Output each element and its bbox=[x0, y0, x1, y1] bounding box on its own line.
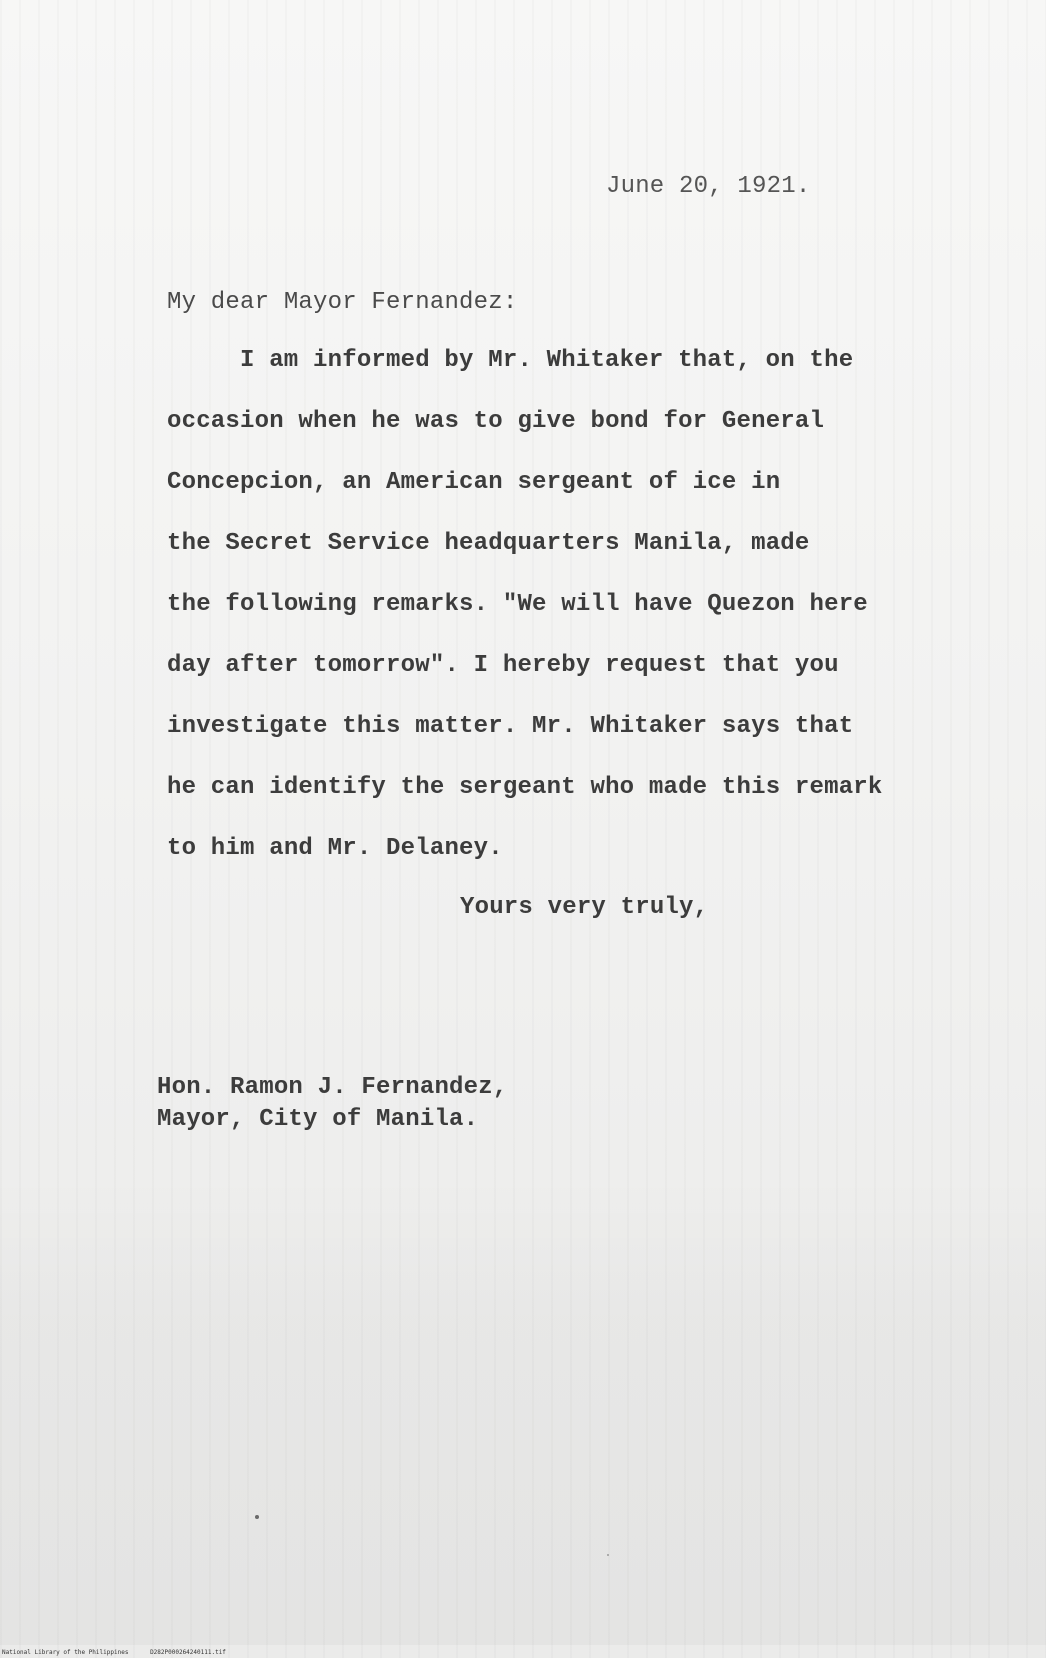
body-line-3: Concepcion, an American sergeant of ice in bbox=[167, 469, 781, 496]
body-line-4: the Secret Service headquarters Manila, made bbox=[167, 530, 810, 557]
body-line-7: investigate this matter. Mr. Whitaker says that bbox=[167, 713, 854, 740]
body-line-1: I am informed by Mr. Whitaker that, on the bbox=[240, 347, 854, 374]
addressee-line-1: Hon. Ramon J. Fernandez, bbox=[157, 1074, 508, 1101]
paper-speck bbox=[255, 1515, 259, 1519]
body-line-8: he can identify the sergeant who made this remark bbox=[167, 774, 883, 801]
letter-closing: Yours very truly, bbox=[460, 894, 709, 921]
body-line-2: occasion when he was to give bond for General bbox=[167, 408, 825, 435]
letter-date: June 20, 1921. bbox=[606, 173, 811, 200]
archive-file-name: D282P000264240111.tif bbox=[150, 1649, 226, 1656]
body-line-9: to him and Mr. Delaney. bbox=[167, 835, 503, 862]
archive-footer bbox=[2, 1650, 226, 1656]
body-line-5: the following remarks. "We will have Quezon here bbox=[167, 591, 868, 618]
body-line-6: day after tomorrow". I hereby request that you bbox=[167, 652, 839, 679]
paper-shade bbox=[0, 1175, 1046, 1645]
paper-speck bbox=[607, 1554, 609, 1556]
addressee-line-2: Mayor, City of Manila. bbox=[157, 1106, 479, 1133]
archive-name: National Library of the Philippines bbox=[2, 1649, 129, 1656]
letter-salutation: My dear Mayor Fernandez: bbox=[167, 289, 518, 316]
